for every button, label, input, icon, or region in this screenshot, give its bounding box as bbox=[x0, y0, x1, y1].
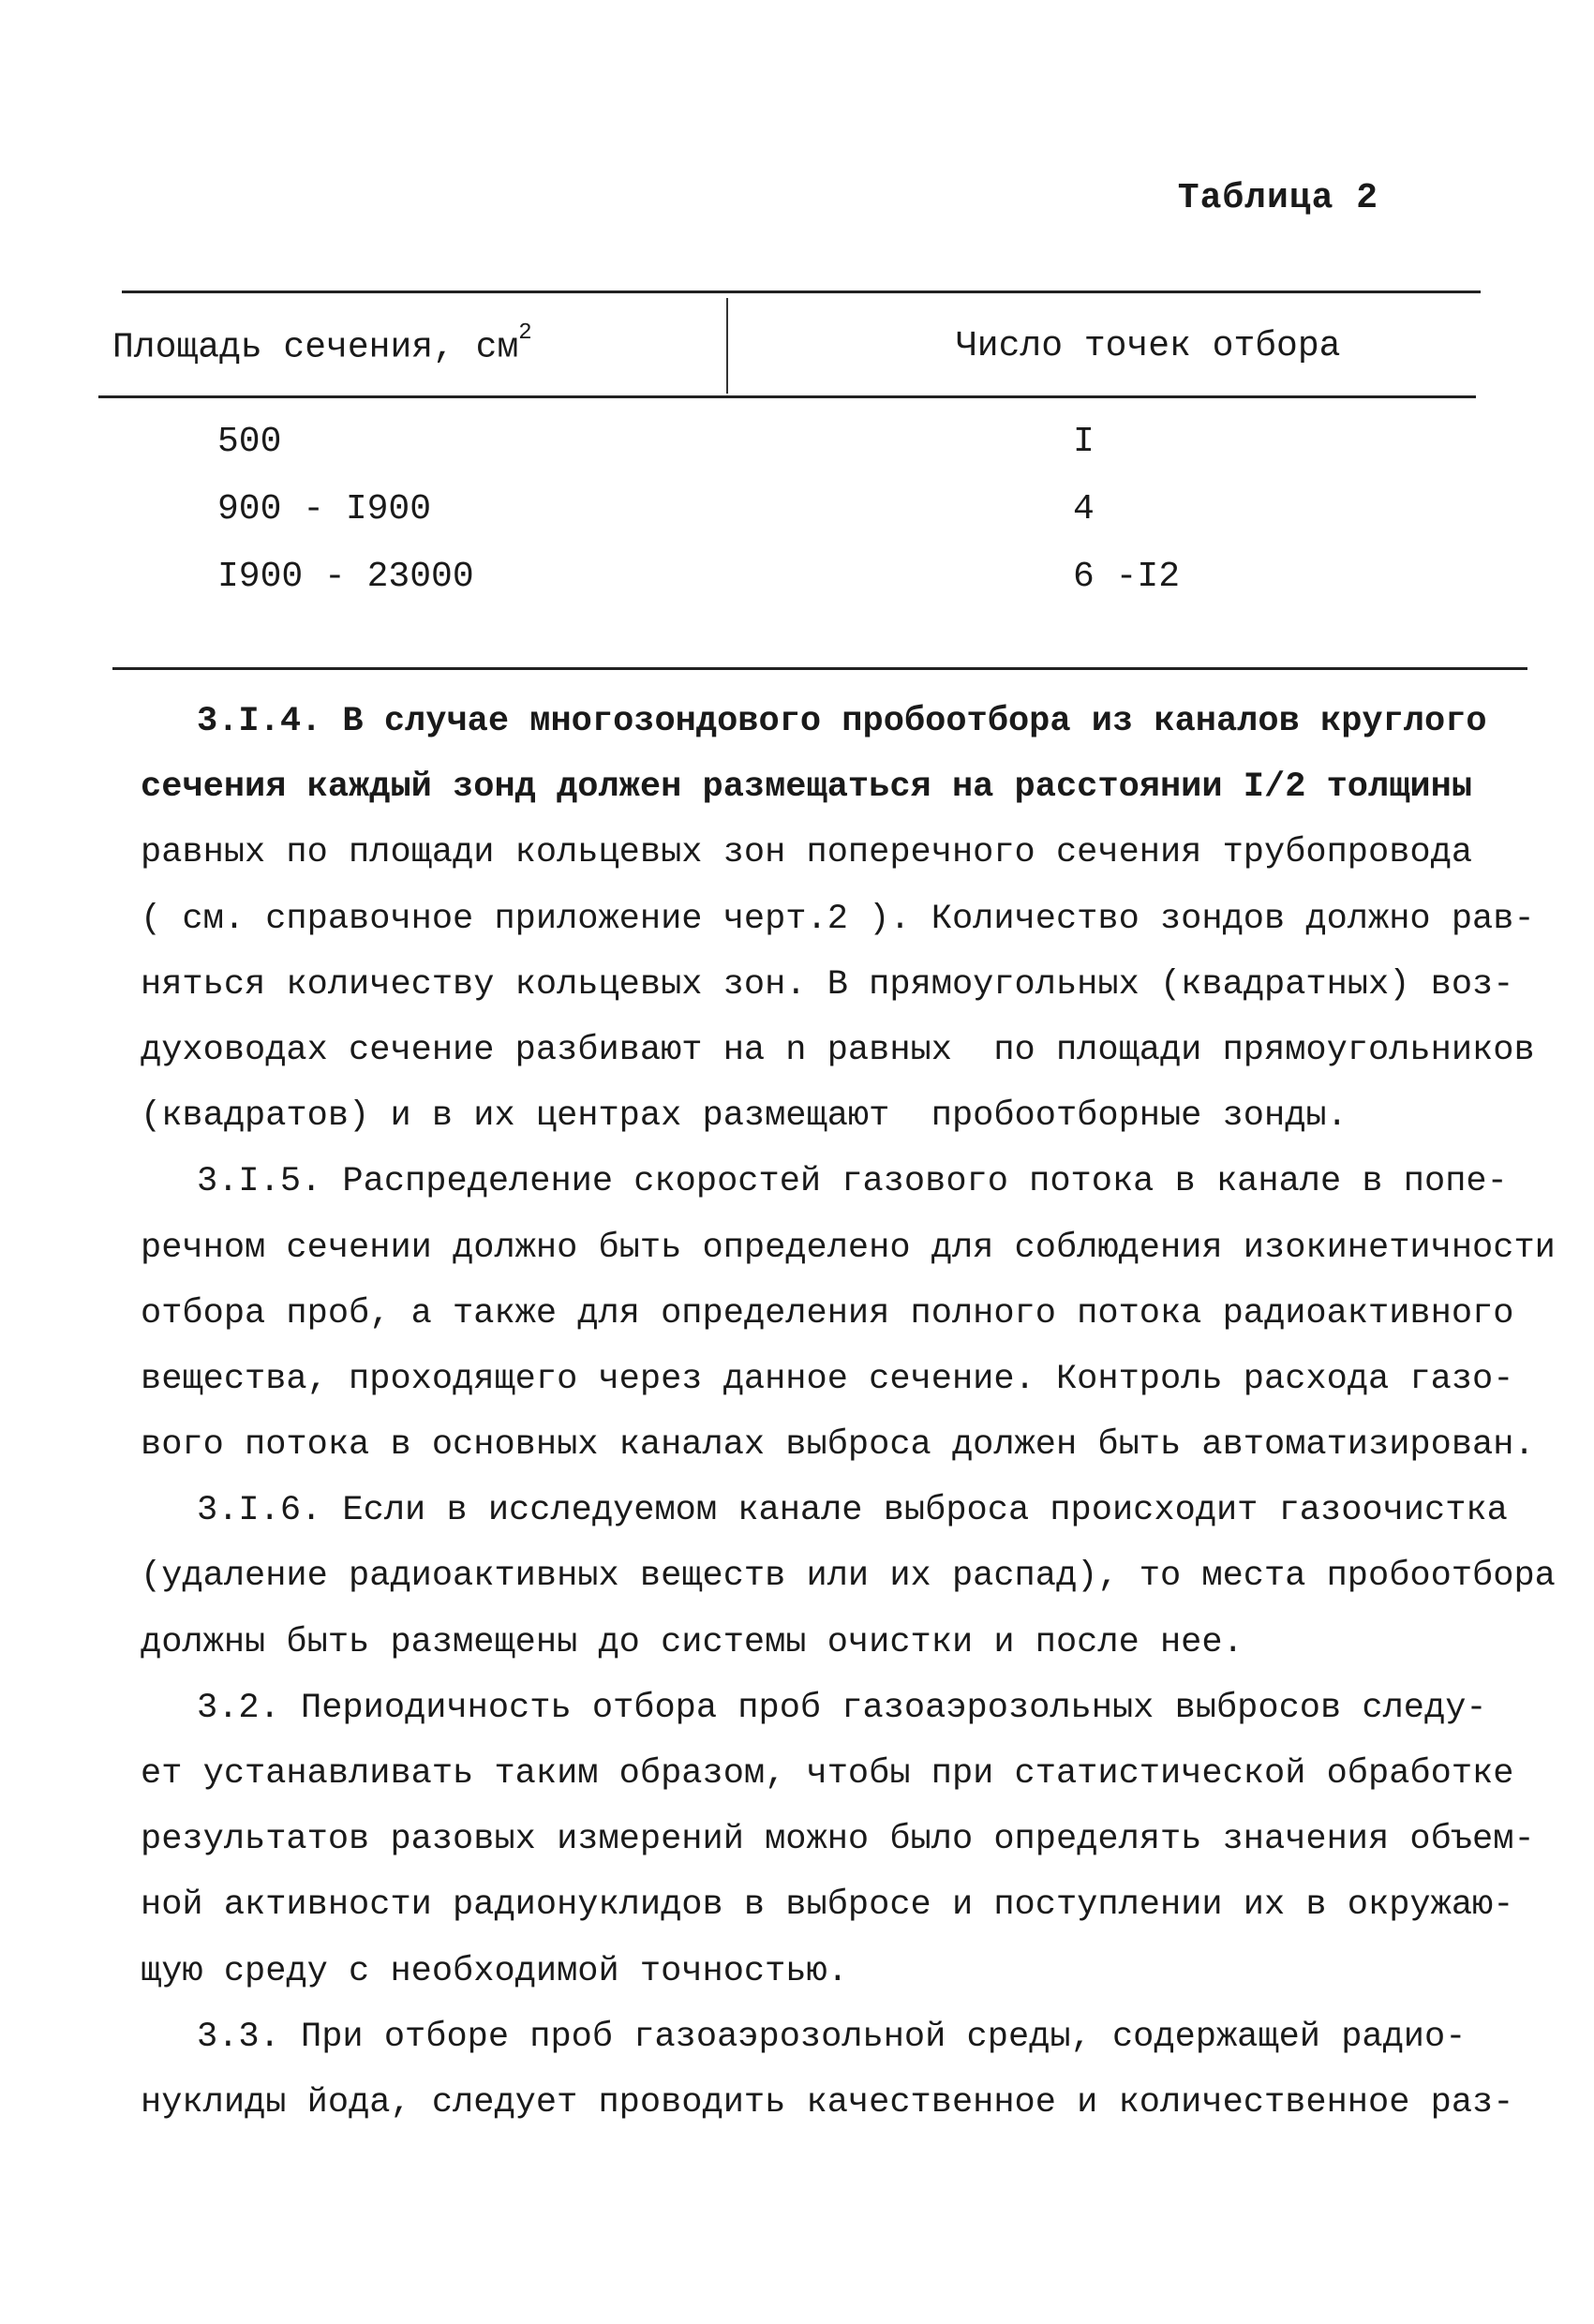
text-line: сечения каждый зонд должен размещаться на расстоянии I/2 толщины bbox=[141, 767, 1473, 808]
text-line: нуклиды йода, следует проводить качественное и количественное раз- bbox=[141, 2082, 1514, 2123]
text-line: 3.2. Периодичность отбора проб газоаэрозольных выбросов следу- bbox=[197, 1688, 1487, 1728]
cell-points: 4 bbox=[1073, 489, 1095, 529]
text-line: (удаление радиоактивных веществ или их распад), то места пробоотбора bbox=[141, 1557, 1556, 1597]
text-line: 3.I.6. Если в исследуемом канале выброса происходит газоочистка bbox=[197, 1491, 1508, 1531]
text-line: речном сечении должно быть определено для соблюдения изокинетичности bbox=[141, 1228, 1556, 1268]
table-row bbox=[0, 422, 1594, 478]
text-line: 3.3. При отборе проб газоаэрозольной среды, содержащей радио- bbox=[197, 2017, 1467, 2057]
header-area bbox=[112, 320, 532, 368]
cell-area: 900 - I900 bbox=[217, 489, 432, 529]
text-line: духоводах сечение разбивают на n равных по площади прямоугольников bbox=[141, 1030, 1535, 1070]
text-line: щую среду с необходимой точностью. bbox=[141, 1951, 848, 1991]
table-caption: Таблица 2 bbox=[1177, 178, 1378, 218]
text-line: (квадратов) и в их центрах размещают пробоотборные зонды. bbox=[141, 1096, 1348, 1137]
text-line: 3.I.5. Распределение скоростей газового потока в канале в попе- bbox=[197, 1162, 1508, 1202]
text-line: отбора проб, а также для определения полного потока радиоактивного bbox=[141, 1293, 1514, 1333]
header-points: Число точек отбора bbox=[956, 326, 1341, 366]
table-top-rule bbox=[122, 290, 1481, 293]
table-row bbox=[0, 489, 1594, 545]
table-header-rule bbox=[98, 395, 1476, 398]
header-area-label: Площадь сечения, см bbox=[112, 327, 519, 368]
text-line: результатов разовых измерений можно было определять значения объем- bbox=[141, 1820, 1535, 1860]
text-line: ( см. справочное приложение черт.2 ). Количество зондов должно рав- bbox=[141, 899, 1535, 939]
text-line: должны быть размещены до системы очистки и после нее. bbox=[141, 1622, 1244, 1662]
text-line: вещества, проходящего через данное сечение. Контроль расхода газо- bbox=[141, 1359, 1514, 1399]
table-row bbox=[0, 557, 1594, 613]
text-line: ной активности радионуклидов в выбросе и поступлении их в окружаю- bbox=[141, 1885, 1514, 1926]
table-bottom-rule bbox=[112, 667, 1527, 670]
header-area-superscript: 2 bbox=[518, 320, 532, 346]
cell-points: 6 -I2 bbox=[1073, 557, 1181, 597]
cell-points: I bbox=[1073, 422, 1095, 462]
cell-area: 500 bbox=[217, 422, 282, 462]
body-text bbox=[141, 689, 1556, 2136]
text-line: няться количеству кольцевых зон. В прямоугольных (квадратных) воз- bbox=[141, 964, 1514, 1005]
text-line: 3.I.4. В случае многозондового пробоотбора из каналов круглого bbox=[197, 702, 1487, 741]
cell-area: I900 - 23000 bbox=[217, 557, 474, 597]
table-column-separator bbox=[726, 298, 728, 394]
text-line: ет устанавливать таким образом, чтобы при статистической обработке bbox=[141, 1754, 1514, 1794]
text-line: равных по площади кольцевых зон поперечного сечения трубопровода bbox=[141, 833, 1473, 873]
text-line: вого потока в основных каналах выброса должен быть автоматизирован. bbox=[141, 1425, 1535, 1466]
